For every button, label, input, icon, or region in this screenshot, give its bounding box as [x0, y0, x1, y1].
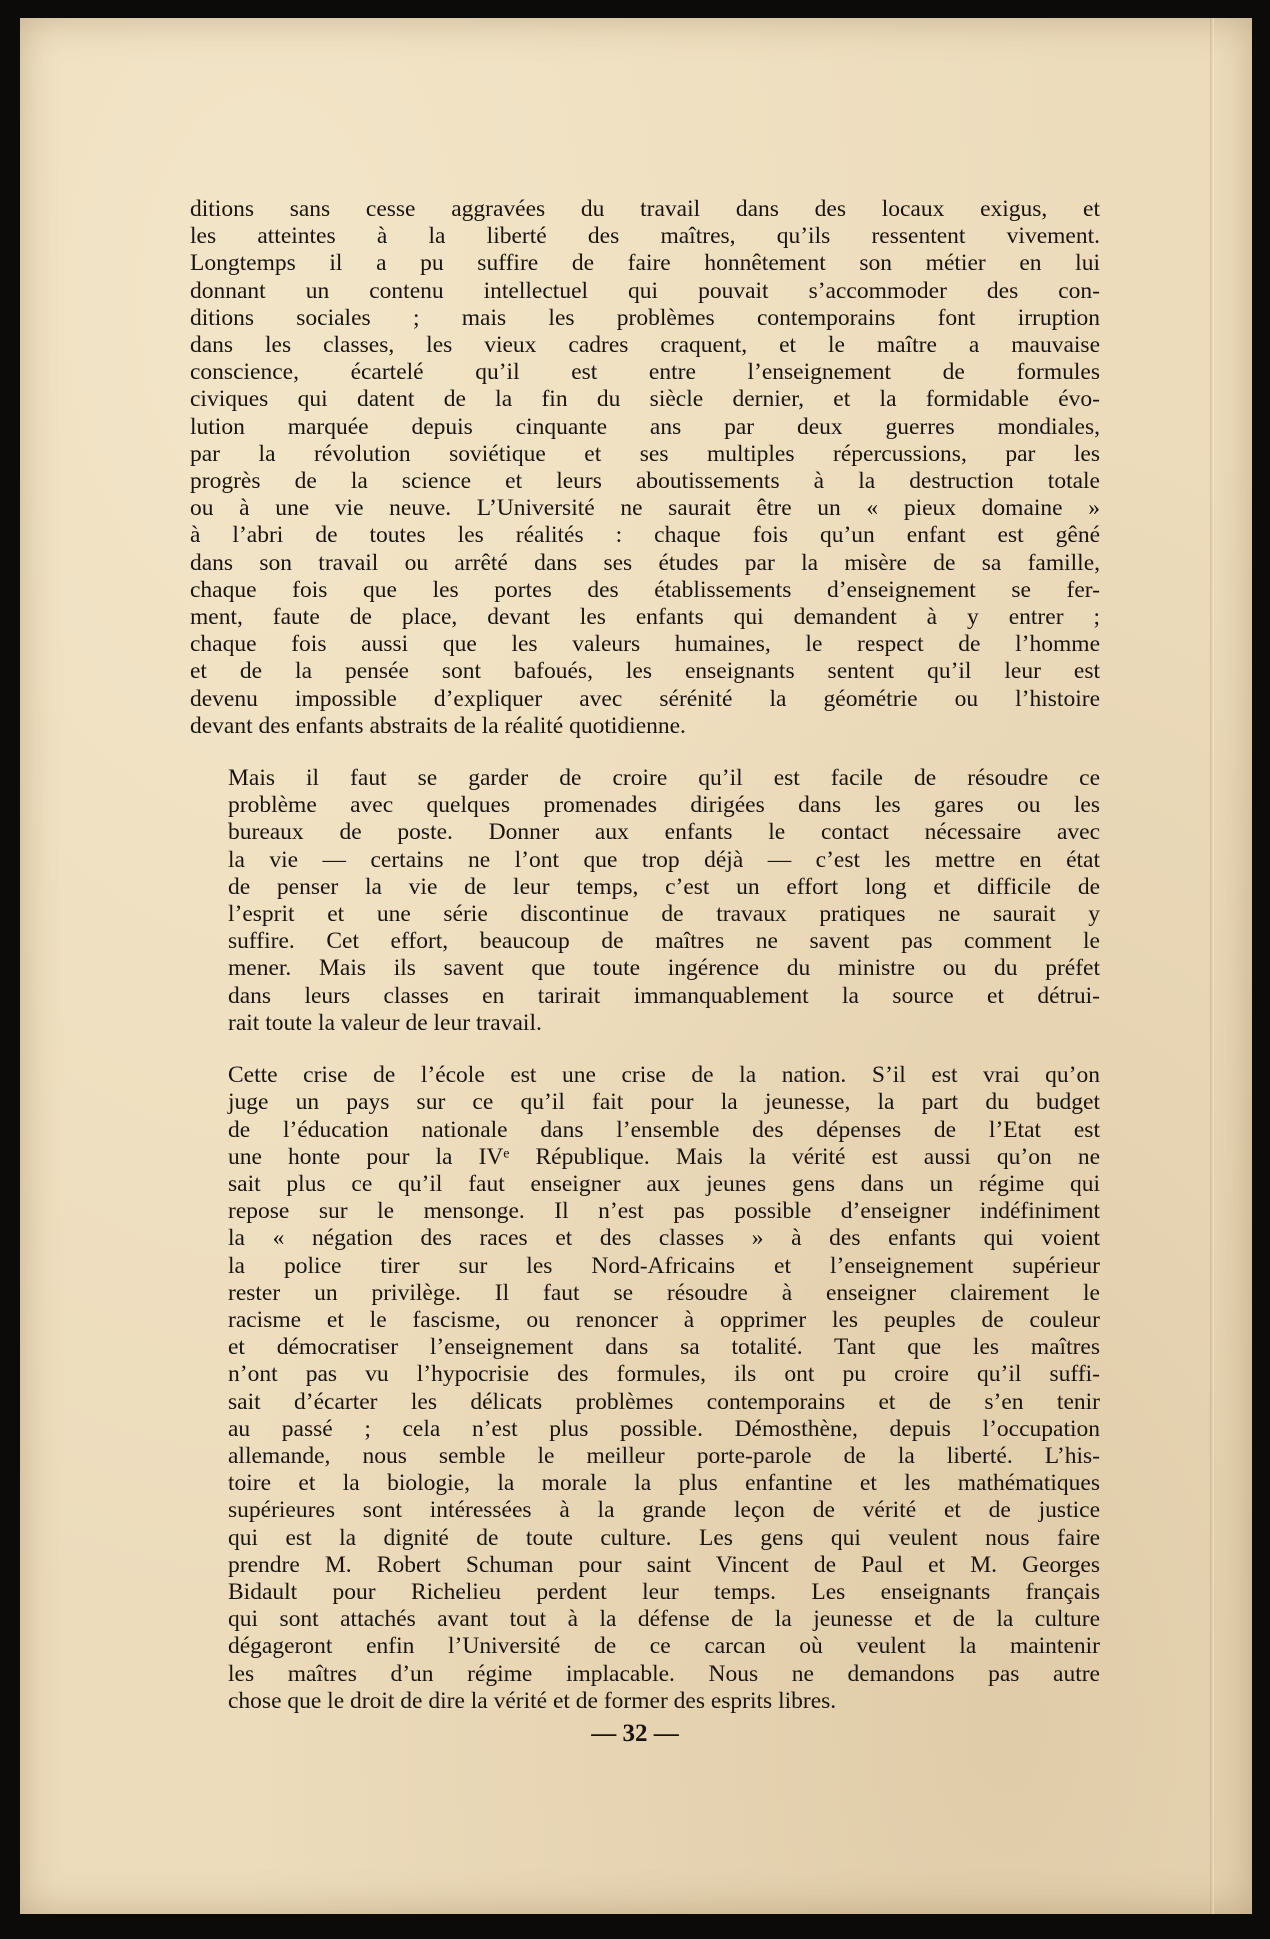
text-line: la police tirer sur les Nord-Africains et l’enseignement supérieur — [228, 1252, 1100, 1279]
text-line: n’ont pas vu l’hypocrisie des formules, ils ont pu croire qu’il suffi- — [228, 1361, 1100, 1388]
text-line: qui sont attachés avant tout à la défense de la jeunesse et de la culture — [228, 1606, 1100, 1633]
body-text — [190, 196, 1100, 1740]
text-line: dans son travail ou arrêté dans ses études par la misère de sa famille, — [190, 549, 1100, 576]
text-line: les maîtres d’un régime implacable. Nous ne demandons pas autre — [228, 1660, 1100, 1687]
text-line: sait plus ce qu’il faut enseigner aux jeunes gens dans un régime qui — [228, 1170, 1100, 1197]
text-line: et de la pensée sont bafoués, les enseignants sentent qu’il leur est — [190, 658, 1100, 685]
text-line: allemande, nous semble le meilleur porte-parole de la liberté. L’his- — [228, 1442, 1100, 1469]
text-line: supérieures sont intéressées à la grande leçon de vérité et de justice — [228, 1497, 1100, 1524]
text-line: ditions sociales ; mais les problèmes contemporains font irruption — [190, 304, 1100, 331]
text-line: et démocratiser l’enseignement dans sa totalité. Tant que les maîtres — [228, 1334, 1100, 1361]
text-line: chose que le droit de dire la vérité et de former des esprits libres. — [228, 1687, 837, 1714]
text-line: Longtemps il a pu suffire de faire honnêtement son métier en lui — [190, 250, 1100, 277]
page-number: — 32 — — [591, 1720, 679, 1747]
text-line: suffire. Cet effort, beaucoup de maîtres ne savent pas comment le — [228, 928, 1100, 955]
text-line: dans les classes, les vieux cadres craquent, et le maître a mauvaise — [190, 332, 1100, 359]
text-line: une honte pour la IVᵉ République. Mais la vérité est aussi qu’on ne — [228, 1143, 1100, 1170]
text-line: de l’éducation nationale dans l’ensemble des dépenses de l’Etat est — [228, 1116, 1100, 1143]
paragraph-2 — [190, 765, 1100, 1037]
text-line: dégageront enfin l’Université de ce carcan où veulent la maintenir — [228, 1633, 1100, 1660]
text-line: au passé ; cela n’est plus possible. Démosthène, depuis l’occupation — [228, 1415, 1100, 1442]
text-line: de penser la vie de leur temps, c’est un effort long et difficile de — [228, 873, 1100, 900]
text-line: chaque fois aussi que les valeurs humaines, le respect de l’homme — [190, 631, 1100, 658]
text-line: la vie — certains ne l’ont que trop déjà — c’est les mettre en état — [228, 846, 1100, 873]
text-line: ment, faute de place, devant les enfants qui demandent à y entrer ; — [190, 604, 1100, 631]
text-line: progrès de la science et leurs aboutissements à la destruction totale — [190, 468, 1100, 495]
text-line: à l’abri de toutes les réalités : chaque fois qu’un enfant est gêné — [190, 522, 1100, 549]
text-line: par la révolution soviétique et ses multiples répercussions, par les — [190, 440, 1100, 467]
text-line: lution marquée depuis cinquante ans par deux guerres mondiales, — [190, 413, 1100, 440]
text-line: l’esprit et une série discontinue de travaux pratiques ne saurait y — [228, 901, 1100, 928]
text-line: repose sur le mensonge. Il n’est pas possible d’enseigner indéfiniment — [228, 1198, 1100, 1225]
text-line: les atteintes à la liberté des maîtres, qu’ils ressentent vivement. — [190, 223, 1100, 250]
text-line: problème avec quelques promenades dirigées dans les gares ou les — [228, 792, 1100, 819]
text-line: chaque fois que les portes des établissements d’enseignement se fer- — [190, 576, 1100, 603]
text-line: la « négation des races et des classes » à des enfants qui voient — [228, 1225, 1100, 1252]
text-line: mener. Mais ils savent que toute ingérence du ministre ou du préfet — [228, 955, 1100, 982]
text-line: qui est la dignité de toute culture. Les gens qui veulent nous faire — [228, 1524, 1100, 1551]
text-line: rait toute la valeur de leur travail. — [228, 1009, 542, 1036]
text-line: bureaux de poste. Donner aux enfants le contact nécessaire avec — [228, 819, 1100, 846]
text-line: devant des enfants abstraits de la réalité quotidienne. — [190, 712, 686, 739]
text-line: Mais il faut se garder de croire qu’il est facile de résoudre ce — [228, 765, 1100, 792]
text-line: sait d’écarter les délicats problèmes contemporains et de s’en tenir — [228, 1388, 1100, 1415]
text-line: rester un privilège. Il faut se résoudre à enseigner clairement le — [228, 1279, 1100, 1306]
paragraph-3 — [190, 1062, 1100, 1715]
paragraph-1 — [190, 196, 1100, 740]
text-line: devenu impossible d’expliquer avec sérénité la géométrie ou l’histoire — [190, 685, 1100, 712]
text-line: Cette crise de l’école est une crise de la nation. S’il est vrai qu’on — [228, 1062, 1100, 1089]
text-line: Bidault pour Richelieu perdent leur temps. Les enseignants français — [228, 1578, 1100, 1605]
text-line: dans leurs classes en tarirait immanquablement la source et détrui- — [228, 982, 1100, 1009]
text-line: ditions sans cesse aggravées du travail dans des locaux exigus, et — [190, 196, 1100, 222]
text-line: ou à une vie neuve. L’Université ne saurait être un « pieux domaine » — [190, 495, 1100, 522]
text-line: juge un pays sur ce qu’il fait pour la jeunesse, la part du budget — [228, 1089, 1100, 1116]
text-line: toire et la biologie, la morale la plus enfantine et les mathématiques — [228, 1470, 1100, 1497]
text-line: civiques qui datent de la fin du siècle dernier, et la formidable évo- — [190, 386, 1100, 413]
text-line: prendre M. Robert Schuman pour saint Vincent de Paul et M. Georges — [228, 1551, 1100, 1578]
page-fold-shadow — [1210, 18, 1214, 1914]
text-line: conscience, écartelé qu’il est entre l’enseignement de formules — [190, 359, 1100, 386]
text-line: donnant un contenu intellectuel qui pouvait s’accommoder des con- — [190, 277, 1100, 304]
text-line: racisme et le fascisme, ou renoncer à opprimer les peuples de couleur — [228, 1306, 1100, 1333]
